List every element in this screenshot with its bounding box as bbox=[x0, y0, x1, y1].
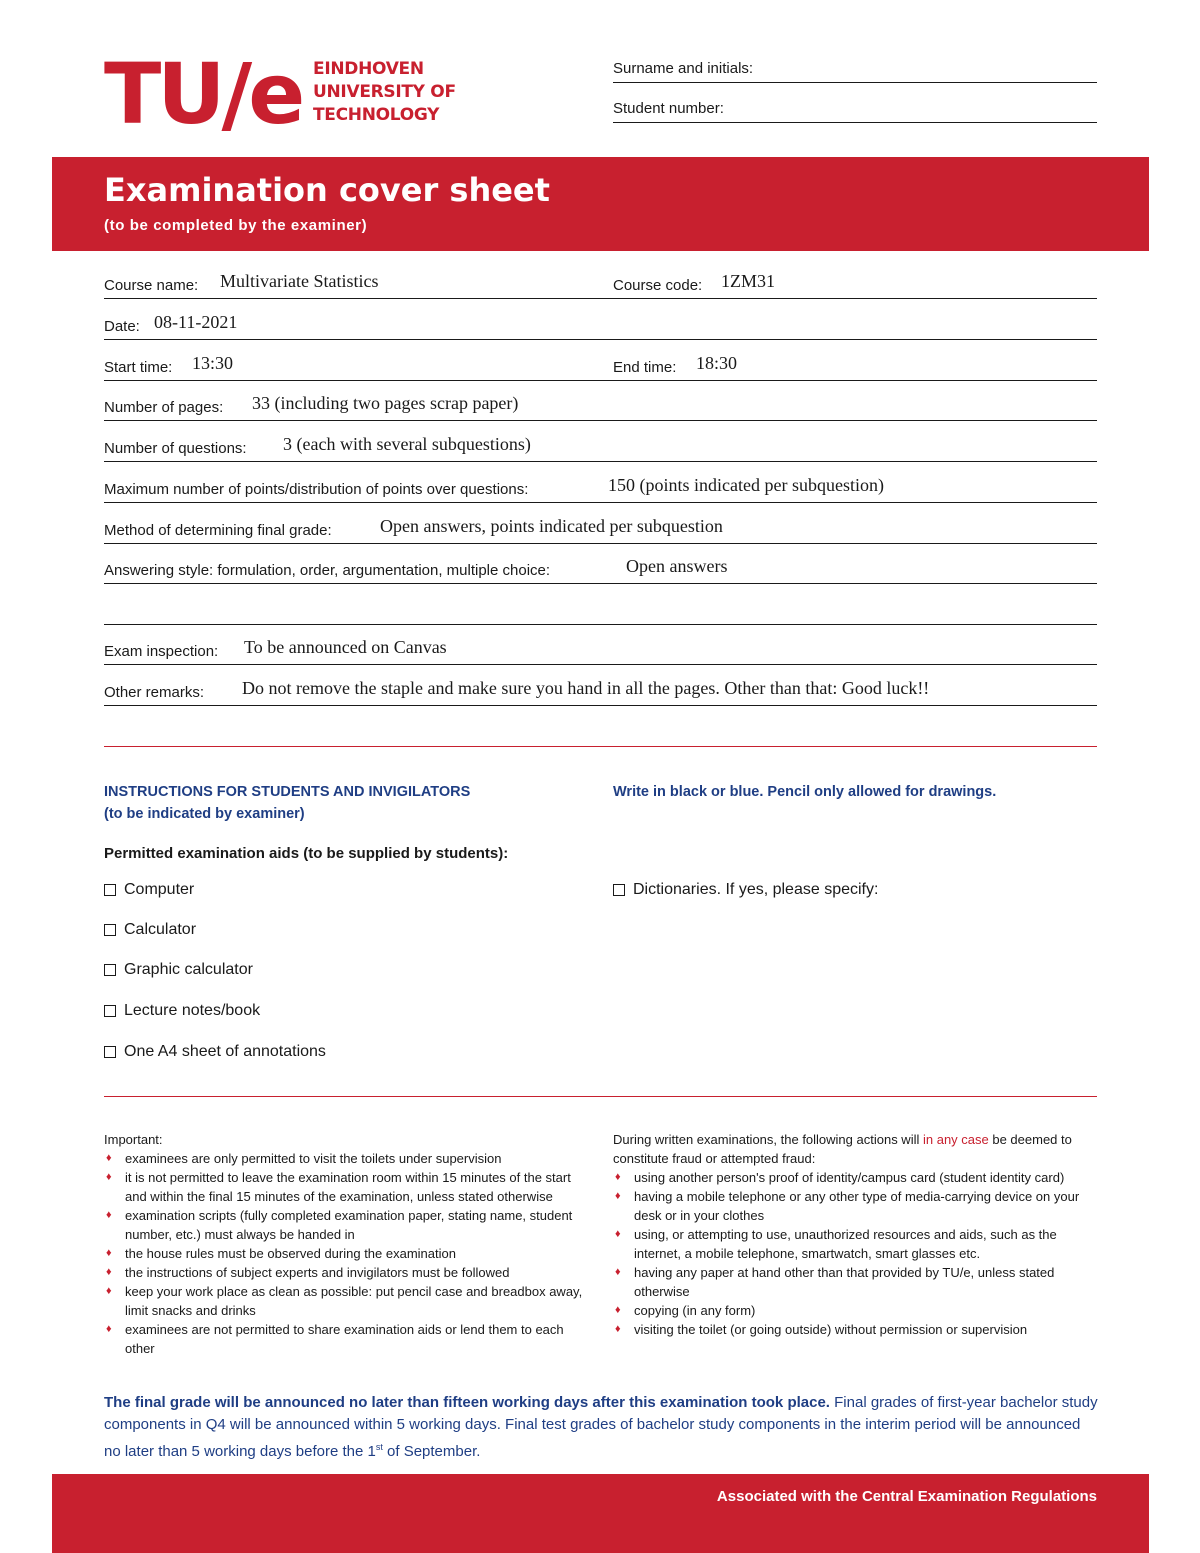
student-number-field[interactable] bbox=[613, 100, 1097, 123]
points-label: Maximum number of points/distribution of points over questions: bbox=[104, 481, 529, 498]
remarks-row bbox=[104, 677, 1097, 706]
answering-style-label: Answering style: formulation, order, argumentation, multiple choice: bbox=[104, 562, 551, 579]
end-time-value: 18:30 bbox=[696, 353, 738, 373]
list-item: ♦ examination scripts (fully completed examination paper, stating name, student number, etc.) must always be handed in bbox=[104, 1206, 594, 1244]
answering-style-value: Open answers bbox=[626, 556, 728, 576]
important-list bbox=[104, 1149, 594, 1358]
date-label: Date: bbox=[104, 318, 140, 335]
aid-graphic-calculator-checkbox[interactable] bbox=[104, 964, 116, 976]
inspection-label: Exam inspection: bbox=[104, 643, 219, 660]
questions-value: 3 (each with several subquestions) bbox=[283, 434, 531, 454]
inspection-row bbox=[104, 636, 1097, 665]
aid-a4-sheet[interactable] bbox=[104, 1043, 326, 1061]
university-name-line-1: EINDHOVEN bbox=[313, 59, 424, 79]
university-name-line-2: UNIVERSITY OF bbox=[313, 82, 456, 102]
end-time-row bbox=[612, 352, 1097, 381]
pages-row bbox=[104, 392, 1097, 421]
start-time-value: 13:30 bbox=[192, 353, 234, 373]
student-number-label: Student number: bbox=[613, 100, 724, 117]
aid-lecture-notes-label: Lecture notes/book bbox=[124, 1002, 261, 1019]
divider bbox=[104, 746, 1097, 747]
aid-calculator-label: Calculator bbox=[124, 921, 197, 938]
footer-banner bbox=[52, 1474, 1149, 1553]
surname-label: Surname and initials: bbox=[613, 60, 754, 77]
list-item: ♦ using another person's proof of identity/campus card (student identity card) bbox=[613, 1168, 1099, 1187]
pages-label: Number of pages: bbox=[104, 399, 224, 416]
grade-method-row bbox=[104, 515, 1097, 544]
aid-lecture-notes-checkbox[interactable] bbox=[104, 1005, 116, 1017]
write-note: Write in black or blue. Pencil only allowed for drawings. bbox=[613, 784, 997, 800]
list-item: ♦ having any paper at hand other than that provided by TU/e, unless stated otherwise bbox=[613, 1263, 1099, 1301]
course-code-row bbox=[612, 270, 1097, 299]
instructions-heading bbox=[104, 781, 470, 825]
grade-method-label: Method of determining final grade: bbox=[104, 522, 332, 539]
title-banner bbox=[52, 157, 1149, 251]
aid-dictionaries[interactable] bbox=[613, 881, 878, 899]
list-item: ♦ visiting the toilet (or going outside) without permission or supervision bbox=[613, 1320, 1099, 1339]
list-item: ♦ having a mobile telephone or any other type of media-carrying device on your desk or in your clothes bbox=[613, 1187, 1099, 1225]
aid-dictionaries-checkbox[interactable] bbox=[613, 884, 625, 896]
aid-a4-sheet-label: One A4 sheet of annotations bbox=[124, 1043, 326, 1060]
aid-a4-sheet-checkbox[interactable] bbox=[104, 1046, 116, 1058]
important-heading: Important: bbox=[104, 1132, 163, 1147]
points-row bbox=[104, 474, 1097, 503]
final-grade-note: The final grade will be announced no later than fifteen working days after this examination took place. Final grades of first-year bachelor study components in Q4 will be announced within 5 working days. Final test grades of bachelor study components in the interim period will be announced no later than 5 working days before the 1st of September. bbox=[104, 1394, 1098, 1460]
list-item: ♦ the house rules must be observed during the examination bbox=[104, 1244, 594, 1263]
answering-style-row bbox=[104, 555, 1097, 584]
aid-graphic-calculator[interactable] bbox=[104, 961, 253, 979]
fraud-highlight: in any case bbox=[922, 1132, 989, 1147]
aids-heading: Permitted examination aids (to be supplied by students): bbox=[104, 845, 509, 862]
page-subtitle: (to be completed by the examiner) bbox=[104, 217, 368, 234]
questions-label: Number of questions: bbox=[104, 440, 247, 457]
aid-graphic-calculator-label: Graphic calculator bbox=[124, 961, 253, 978]
remarks-label: Other remarks: bbox=[104, 684, 205, 701]
aid-calculator-checkbox[interactable] bbox=[104, 924, 116, 936]
blank-row bbox=[104, 596, 1097, 625]
aid-computer[interactable] bbox=[104, 881, 194, 899]
list-item: ♦ examinees are only permitted to visit the toilets under supervision bbox=[104, 1149, 594, 1168]
grade-method-value: Open answers, points indicated per subquestion bbox=[380, 516, 723, 536]
instructions-heading-line-1: INSTRUCTIONS FOR STUDENTS AND INVIGILATORS bbox=[104, 784, 471, 800]
aid-lecture-notes[interactable] bbox=[104, 1002, 260, 1020]
footer-text: Associated with the Central Examination Regulations bbox=[716, 1488, 1097, 1505]
date-row bbox=[104, 311, 1097, 340]
list-item: ♦ examinees are not permitted to share examination aids or lend them to each other bbox=[104, 1320, 594, 1358]
divider bbox=[104, 1096, 1097, 1097]
surname-field[interactable] bbox=[613, 60, 1097, 83]
date-value: 08-11-2021 bbox=[154, 312, 238, 332]
fraud-list bbox=[613, 1168, 1099, 1339]
instructions-heading-line-2: (to be indicated by examiner) bbox=[104, 806, 305, 822]
aid-calculator[interactable] bbox=[104, 921, 196, 939]
university-name-line-3: TECHNOLOGY bbox=[313, 105, 440, 125]
end-time-label: End time: bbox=[613, 359, 677, 376]
aid-dictionaries-label: Dictionaries. If yes, please specify: bbox=[633, 881, 879, 898]
course-name-row bbox=[104, 270, 612, 299]
points-value: 150 (points indicated per subquestion) bbox=[608, 475, 884, 495]
start-time-row bbox=[104, 352, 612, 381]
tue-logo: TU/e bbox=[104, 45, 302, 143]
list-item: ♦ using, or attempting to use, unauthorized resources and aids, such as the internet, a mobile telephone, smartwatch, smart glasses etc. bbox=[613, 1225, 1099, 1263]
page-title: Examination cover sheet bbox=[104, 171, 550, 209]
university-name bbox=[313, 58, 456, 127]
course-name-value: Multivariate Statistics bbox=[220, 271, 379, 291]
course-code-value: 1ZM31 bbox=[721, 271, 775, 291]
list-item: ♦ keep your work place as clean as possible: put pencil case and breadbox away, limit snacks and drinks bbox=[104, 1282, 594, 1320]
remarks-value: Do not remove the staple and make sure you hand in all the pages. Other than that: Good luck!! bbox=[242, 678, 930, 698]
list-item: ♦ the instructions of subject experts and invigilators must be followed bbox=[104, 1263, 594, 1282]
aid-computer-label: Computer bbox=[124, 881, 195, 898]
list-item: ♦ copying (in any form) bbox=[613, 1301, 1099, 1320]
course-name-label: Course name: bbox=[104, 277, 199, 294]
important-section bbox=[104, 1130, 594, 1358]
questions-row bbox=[104, 433, 1097, 462]
course-code-label: Course code: bbox=[613, 277, 703, 294]
fraud-intro: During written examinations, the following actions will in any case be deemed to constitute fraud or attempted fraud: bbox=[613, 1132, 1072, 1166]
aid-computer-checkbox[interactable] bbox=[104, 884, 116, 896]
list-item: ♦ it is not permitted to leave the examination room within 15 minutes of the start and within the final 15 minutes of the examination, unless stated otherwise bbox=[104, 1168, 594, 1206]
pages-value: 33 (including two pages scrap paper) bbox=[252, 393, 519, 413]
inspection-value: To be announced on Canvas bbox=[244, 637, 447, 657]
start-time-label: Start time: bbox=[104, 359, 173, 376]
final-grade-note-bold: The final grade will be announced no later than fifteen working days after this examination took place. bbox=[104, 1394, 830, 1411]
fraud-section bbox=[613, 1130, 1099, 1339]
